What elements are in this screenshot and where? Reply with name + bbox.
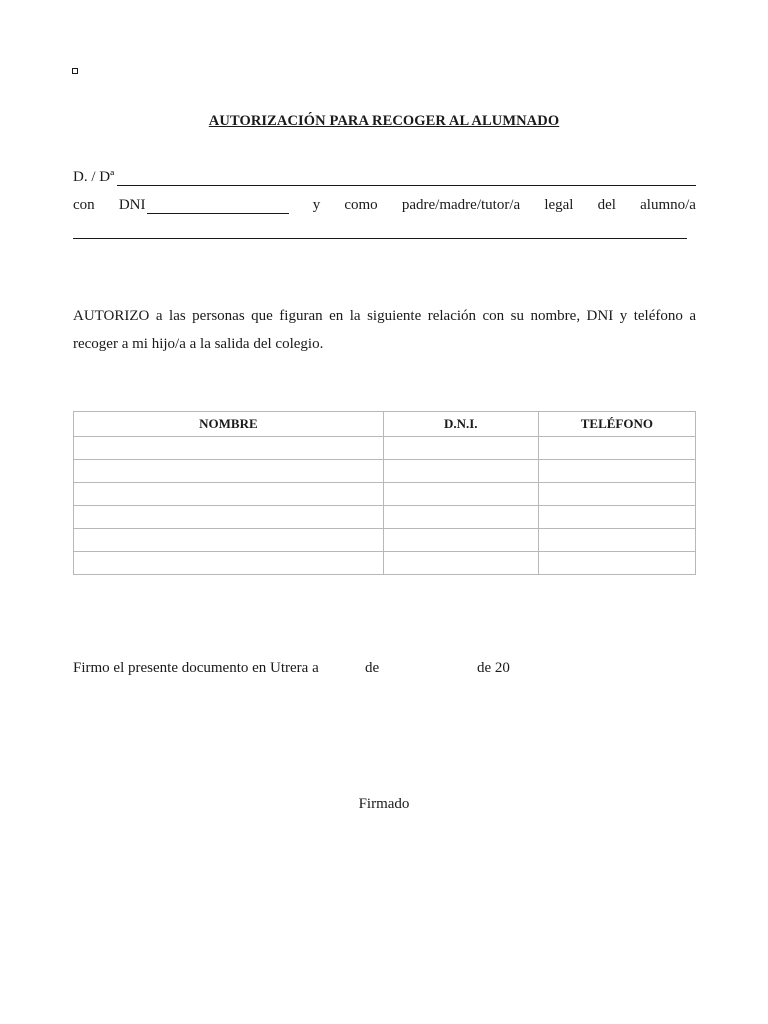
- con-word: con: [73, 197, 95, 213]
- role-word: padre/madre/tutor/a: [401, 197, 521, 213]
- table-row: [74, 483, 696, 506]
- cell-nombre[interactable]: [74, 529, 384, 552]
- y-word: y: [312, 197, 321, 213]
- authorized-persons-table: [73, 411, 696, 575]
- authorization-paragraph: AUTORIZO a las personas que figuran en la siguiente relación con su nombre, DNI y teléfono a recoger a mi hijo/a a la salida del colegio.: [73, 308, 696, 352]
- signing-place-text: Firmo el presente documento en Utrera a: [73, 660, 319, 676]
- table-row: [74, 437, 696, 460]
- guardian-name-label: D. / Dª: [73, 169, 115, 185]
- como-word: como: [344, 197, 378, 213]
- table-row: [74, 460, 696, 483]
- cell-nombre[interactable]: [74, 483, 384, 506]
- cell-nombre[interactable]: [74, 552, 384, 575]
- cell-telefono[interactable]: [538, 529, 695, 552]
- header-nombre: NOMBRE: [74, 412, 384, 437]
- bullet-square-icon: [72, 68, 78, 74]
- cell-telefono[interactable]: [538, 460, 695, 483]
- dni-field: [119, 196, 289, 214]
- guardian-name-blank[interactable]: [117, 171, 696, 186]
- cell-dni[interactable]: [383, 506, 538, 529]
- cell-telefono[interactable]: [538, 483, 695, 506]
- signature-label: Firmado: [358, 796, 410, 812]
- cell-dni[interactable]: [383, 552, 538, 575]
- signing-year-text: de 20: [477, 660, 510, 676]
- document-title: AUTORIZACIÓN PARA RECOGER AL ALUMNADO: [208, 113, 560, 129]
- cell-nombre[interactable]: [74, 506, 384, 529]
- dni-label: DNI: [118, 197, 146, 213]
- table-row: [74, 529, 696, 552]
- student-name-blank[interactable]: [73, 238, 687, 239]
- header-telefono: TELÉFONO: [538, 412, 695, 437]
- cell-dni[interactable]: [383, 460, 538, 483]
- alumno-word: alumno/a: [640, 197, 696, 213]
- cell-nombre[interactable]: [74, 460, 384, 483]
- header-dni: D.N.I.: [383, 412, 538, 437]
- legal-word: legal: [544, 197, 574, 213]
- signing-de-text: de: [365, 660, 380, 676]
- cell-dni[interactable]: [383, 529, 538, 552]
- guardian-name-line: [73, 168, 696, 186]
- cell-dni[interactable]: [383, 437, 538, 460]
- cell-telefono[interactable]: [538, 552, 695, 575]
- cell-dni[interactable]: [383, 483, 538, 506]
- cell-telefono[interactable]: [538, 437, 695, 460]
- dni-blank[interactable]: [147, 199, 289, 214]
- table-row: [74, 506, 696, 529]
- cell-telefono[interactable]: [538, 506, 695, 529]
- table-row: [74, 552, 696, 575]
- table-header-row: [74, 412, 696, 437]
- guardian-id-line: [73, 196, 696, 214]
- cell-nombre[interactable]: [74, 437, 384, 460]
- del-word: del: [597, 197, 616, 213]
